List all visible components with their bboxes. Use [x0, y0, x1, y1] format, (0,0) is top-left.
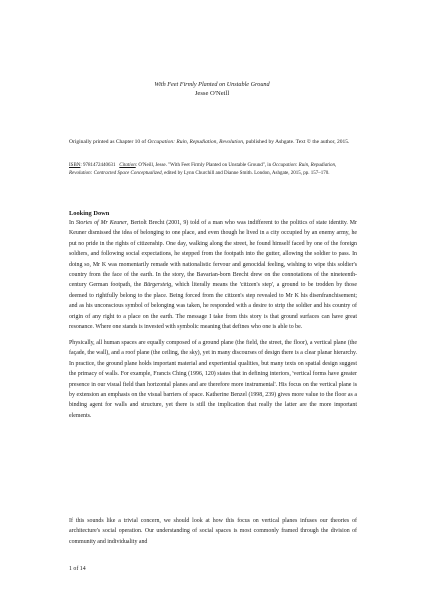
document-title: With Feet Firmly Planted on Unstable Ground — [154, 81, 270, 88]
publication-note — [69, 138, 357, 146]
isbn-value: : 9781472440631 — [80, 163, 116, 168]
book-title: Occupation: Ruin, Repudiation, Revolution — [147, 139, 243, 145]
citation-book-title: Occupation: Ruin, Repudiation, Revolution: Contracted Space Conceptualized — [69, 163, 337, 176]
paragraph-1-text-b: , Bertolt Brecht (2001, 9) told of a man who was indifferent to the politics of state identity. Mr Keuner dismissed the idea of belonging to one place, and even though he lived in a city occupied by an enemy army, he put no pride in the rights of citizenship. One day, walking along the street, he found himself faced by one of the foreign soldiers, and following social expectations, he stepped from the footpath into the gutter, allowing the soldier to pass. In doing so, Mr K was momentarily remade with nationalistic fervour and genocidal feeling, wishing to wipe this soldier's country from the face of the earth. In the story, the Bavarian-born Brecht drew on the connotations of the nineteenth-century German footpath, the — [69, 220, 358, 289]
publication-note-prefix: Originally printed as Chapter 10 of — [69, 139, 148, 145]
page-number: 1 of 14 — [69, 566, 86, 572]
publication-note-suffix: , published by Ashgate. Text © the author, 2015. — [242, 139, 350, 145]
citation-prefix: : O'Neill, Jesse. "With Feet Firmly Planted on Unstable Ground", in — [135, 163, 273, 168]
isbn-label: ISBN — [69, 163, 81, 168]
title-block — [0, 80, 424, 98]
paragraph-2: Physically, all human spaces are equally composed of a ground plane (the field, the street, the floor), a vertical plane (the façade, the wall), and a roof plane (the ceiling, the sky), yet in many discourses of design there is a clear planar hierarchy. In practice, the ground plane holds important material and experiential qualities, but many texts on spatial design suggest the primacy of walls. For example, Francis Ching (1996, 120) states that in defining interiors, 'vertical forms have greater presence in our visual field than horizontal planes and are therefore more instrumental'. His focus on the vertical plane is by extension an emphasis on the visual barriers of space. Katherine Benzel (1998, 239) gives more value to the floor as a binding agent for walls and structure, yet there is still the implication that really the latter are the more important elements. — [69, 340, 357, 419]
paragraph-3: If this sounds like a trivial concern, we should look at how this focus on vertical planes infuses our theories of architecture's social operation. Our understanding of social spaces is most commonly framed through the division of community and individuality and — [69, 518, 357, 545]
citation-block — [69, 162, 357, 177]
citation-suffix: , edited by Lynn Churchill and Dianne Smith. London, Ashgate, 2015, pp. 157–170. — [161, 170, 330, 176]
citation-label: Citation — [119, 163, 136, 168]
paragraph-1-text-a: In — [69, 220, 76, 226]
paragraph-1-text-c: , which literally means the 'citizen's step', a ground to be trodden by those deemed to rightfully belong to the place. Being forced from the citizen's step revealed to Mr K his disenfranchisement; and as his unconscious symbol of belonging was taken, he responded with a desire to strip the soldier and his country of origin of any right to a place on the earth. The message I take from this story is that ground surfaces can have great resonance. Where one stands is invested with symbolic meaning that defines who one is able to be. — [69, 282, 357, 331]
paragraph-1 — [69, 218, 357, 332]
paragraph-1-term: Bürgersteig — [143, 282, 172, 289]
section-heading: Looking Down — [69, 210, 110, 217]
paragraph-1-book: Stories of Mr Keuner — [75, 220, 128, 226]
document-author: Jesse O'Neill — [194, 90, 230, 97]
